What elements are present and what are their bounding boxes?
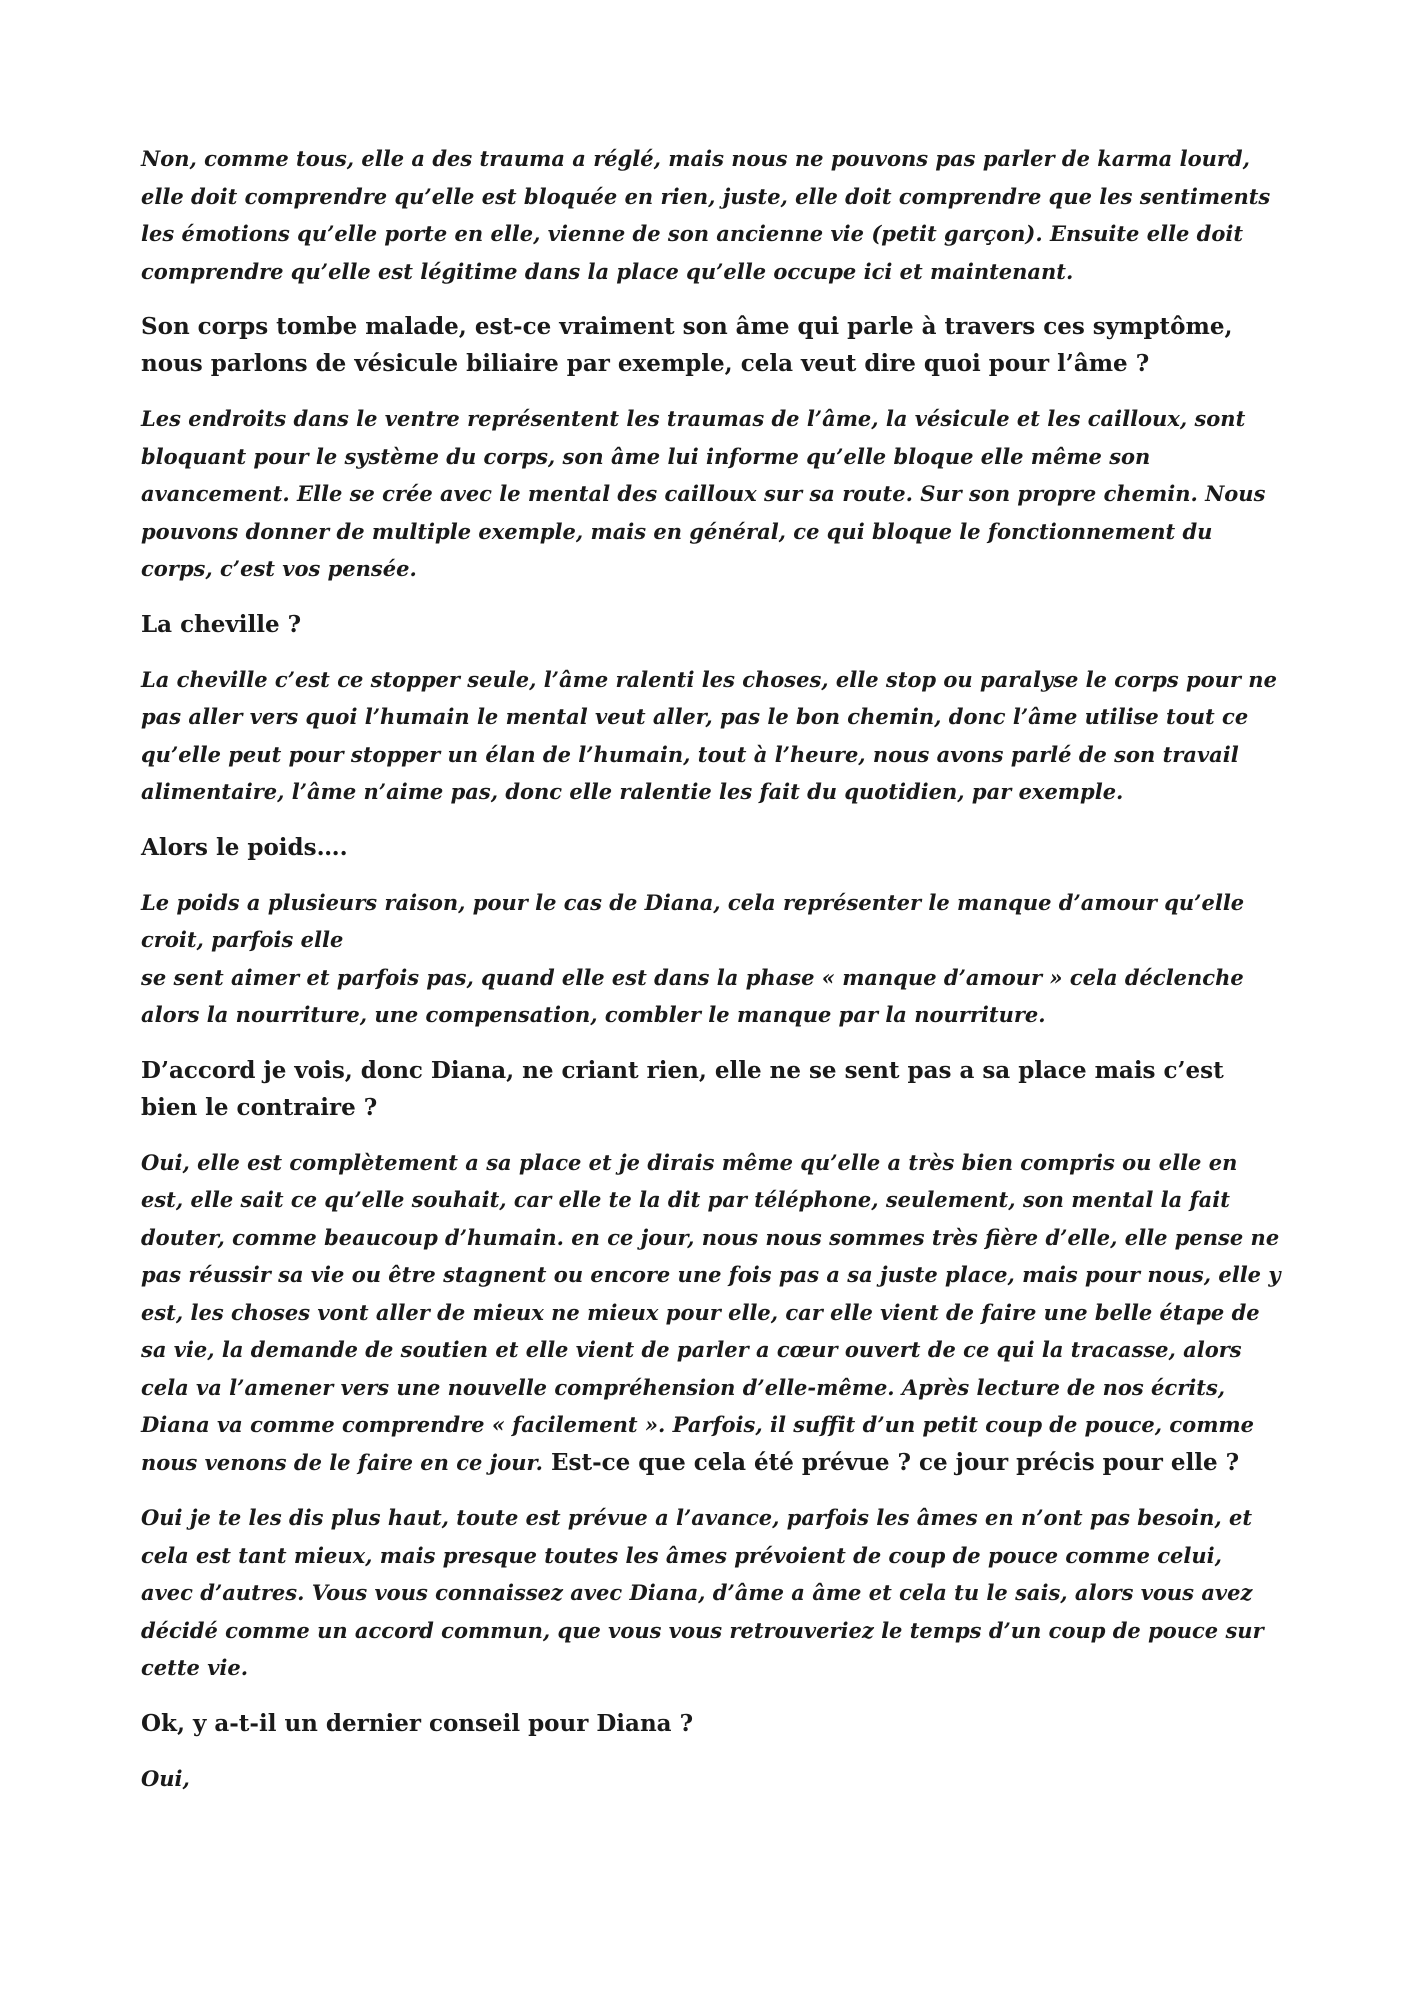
answer-line: se sent aimer et parfois pas, quand elle est dans la phase « manque d’amour » cela déclenche alors la nourriture, une compensation, combler le manque par la nourriture.: [141, 964, 1244, 1027]
answer-line: Le poids a plusieurs raison, pour le cas de Diana, cela représenter le manque d’amour qu’elle croit, parfois elle: [141, 889, 1245, 952]
question-paragraph: Alors le poids….: [141, 833, 348, 861]
answer-paragraph: Non, comme tous, elle a des trauma a réglé, mais nous ne pouvons pas parler de karma lourd, elle doit comprendre qu’elle est bloquée en rien, juste, elle doit comprendre que les sentiments les émotions qu’elle porte en elle, vienne de son ancienne vie (petit garçon). Ensuite elle doit comprendre qu’elle est légitime dans la place qu’elle occupe ici et maintenant.: [141, 146, 1271, 284]
question-paragraph: Ok, y a-t-il un dernier conseil pour Diana ?: [141, 1709, 694, 1737]
answer-paragraph: Oui,: [141, 1765, 190, 1791]
answer-paragraph: La cheville c’est ce stopper seule, l’âme ralenti les choses, elle stop ou paralyse le corps pour ne pas aller vers quoi l’humain le mental veut aller, pas le bon chemin, donc l’âme utilise tout ce qu’elle peut pour stopper un élan de l’humain, tout à l’heure, nous avons parlé de son travail alimentaire, l’âme n’aime pas, donc elle ralentie les fait du quotidien, par exemple.: [141, 666, 1277, 804]
inline-question: Est-ce que cela été prévue ? ce jour précis pour elle ?: [543, 1448, 1240, 1476]
document-page: [141, 140, 1281, 1815]
question-paragraph: D’accord je vois, donc Diana, ne criant rien, elle ne se sent pas a sa place mais c’est bien le contraire ?: [141, 1056, 1224, 1121]
question-paragraph: La cheville ?: [141, 610, 302, 638]
answer-paragraph: [141, 1144, 1281, 1482]
question-paragraph: Son corps tombe malade, est-ce vraiment son âme qui parle à travers ces symptôme, nous parlons de vésicule biliaire par exemple, cela veut dire quoi pour l’âme ?: [141, 313, 1233, 377]
answer-paragraph: Oui je te les dis plus haut, toute est prévue a l’avance, parfois les âmes en n’ont pas besoin, et cela est tant mieux, mais presque toutes les âmes prévoient de coup de pouce comme celui, avec d’autres. Vous vous connaissez avec Diana, d’âme a âme et cela tu le sais, alors vous avez décidé comme un accord commun, que vous vous retrouveriez le temps d’un coup de pouce sur cette vie.: [141, 1505, 1264, 1680]
answer-text: Oui, elle est complètement a sa place et je dirais même qu’elle a très bien compris ou elle en est, elle sait ce qu’elle souhait, car elle te la dit par téléphone, seulement, son mental la fait douter, comme beaucoup d’humain. en ce jour, nous nous sommes très fière d’elle, elle pense ne pas réussir sa vie ou être stagnent ou encore une fois pas a sa juste place, mais pour nous, elle y est, les choses vont aller de mieux ne mieux pour elle, car elle vient de faire une belle étape de sa vie, la demande de soutien et elle vient de parler a cœur ouvert de ce qui la tracasse, alors cela va l’amener vers une nouvelle compréhension d’elle-même. Après lecture de nos écrits, Diana va comme comprendre « facilement ». Parfois, il suffit d’un petit coup de pouce, comme nous venons de le faire en ce jour.: [141, 1149, 1281, 1475]
answer-paragraph: [141, 884, 1281, 1034]
answer-paragraph: Les endroits dans le ventre représentent les traumas de l’âme, la vésicule et les cailloux, sont bloquant pour le système du corps, son âme lui informe qu’elle bloque elle même son avancement. Elle se crée avec le mental des cailloux sur sa route. Sur son propre chemin. Nous pouvons donner de multiple exemple, mais en général, ce qui bloque le fonctionnement du corps, c’est vos pensée.: [141, 406, 1266, 581]
